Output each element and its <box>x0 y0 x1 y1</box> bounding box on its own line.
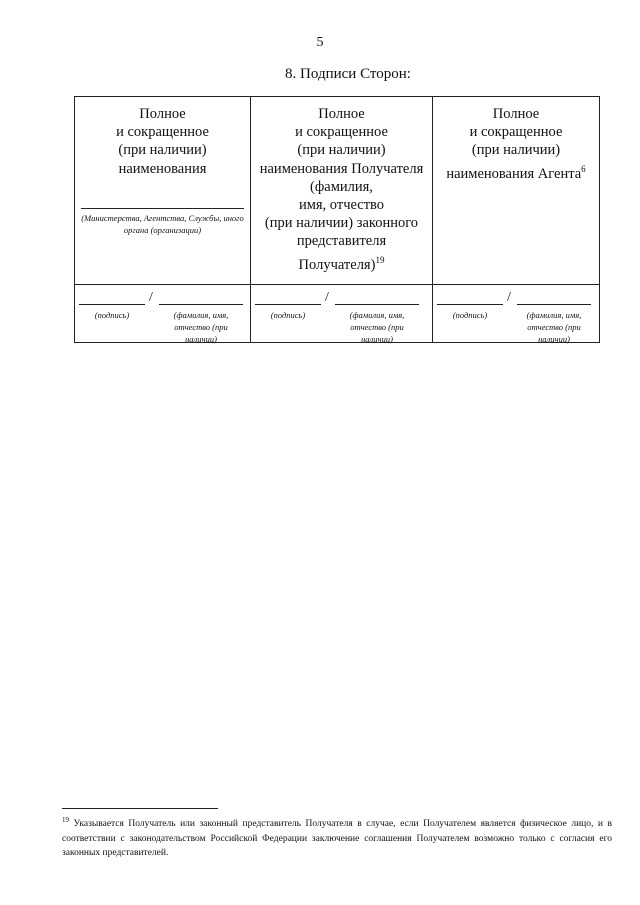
signature-line <box>437 304 503 305</box>
signature-caption: (подпись) <box>452 310 488 320</box>
signature-cell-agent <box>433 285 600 343</box>
name-caption: (фамилия, имя, отчество (при наличии) <box>349 310 405 344</box>
party-cell-recipient <box>251 97 433 285</box>
signatures-table <box>74 96 600 343</box>
signature-caption: (подпись) <box>94 310 130 320</box>
footnote-text: Указывается Получатель или законный представитель Получателя в случае, если Получателем является физическое лицо, и в соответствии с законодательством Российской Федерации заключение соглашения Получателем возможно только с согласия его законных представителей. <box>62 819 612 859</box>
party-name-recipient: Полное и сокращенное (при наличии) наименования Получателя (фамилия, имя, отчество (при наличии) законного представителя Получателя)$^{19}$ <box>259 106 424 273</box>
org-caption: (Министерства, Агентства, Службы, иного органа (организации) <box>81 212 244 235</box>
footnote-19 <box>62 813 612 861</box>
footnote-ref-19[interactable]: 19 <box>375 254 385 265</box>
name-line <box>517 304 591 305</box>
signature-line <box>255 304 321 305</box>
signature-line <box>79 304 145 305</box>
party-name-ministry: Полное и сокращенное (при наличии) наименования <box>116 106 209 177</box>
section-title: 8. Подписи Сторон: <box>285 66 411 82</box>
footnote-mark: 19 <box>62 816 69 824</box>
party-name-agent: Полное и сокращенное (при наличии) наименования Агента$^6$ <box>446 106 586 182</box>
signature-cell-recipient <box>251 285 433 343</box>
slash: / <box>325 290 329 305</box>
signature-cell-ministry <box>75 285 251 343</box>
footnote-ref-6[interactable]: 6 <box>581 163 586 174</box>
org-name-line <box>81 208 244 236</box>
slash: / <box>507 290 511 305</box>
footnote-separator <box>62 808 218 809</box>
page-number: 5 <box>316 35 324 50</box>
slash: / <box>149 290 153 305</box>
party-cell-agent <box>433 97 600 285</box>
name-caption: (фамилия, имя, отчество (при наличии) <box>526 310 582 344</box>
name-line <box>159 304 243 305</box>
name-caption: (фамилия, имя, отчество (при наличии) <box>173 310 229 344</box>
party-cell-ministry <box>75 97 251 285</box>
name-line <box>335 304 419 305</box>
signature-caption: (подпись) <box>270 310 306 320</box>
